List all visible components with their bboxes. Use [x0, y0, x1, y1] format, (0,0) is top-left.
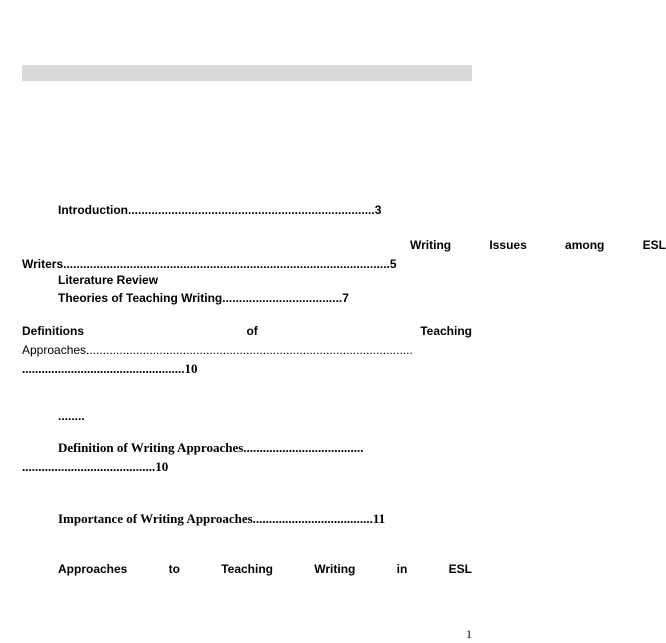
word: ESL	[642, 238, 666, 252]
toc-entry-writing-issues-cont: Writers..................................................................................................5	[22, 257, 397, 271]
word: of	[246, 324, 258, 338]
word: Issues	[489, 238, 527, 252]
toc-entry-literature-review: Literature Review	[58, 273, 159, 287]
word: Writing	[314, 562, 356, 576]
toc-entry-theories: Theories of Teaching Writing....................................7	[58, 291, 349, 305]
toc-entry-definitions	[22, 324, 472, 338]
word: Writing	[410, 238, 452, 252]
toc-dots: ........	[58, 409, 85, 423]
word: Teaching	[221, 562, 274, 576]
toc-entry-definition-writing: Definition of Writing Approaches.....................................	[58, 440, 364, 455]
word: ESL	[448, 562, 472, 576]
toc-entry-definitions-cont2: ..................................................10	[22, 361, 198, 376]
toc-entry-introduction: Introduction..........................................................................3	[58, 203, 382, 217]
page-number: 1	[466, 627, 472, 641]
word: Approaches	[58, 562, 128, 576]
toc-entry-definition-writing-cont: .........................................10	[22, 459, 169, 474]
word: Teaching	[420, 324, 472, 338]
word: to	[168, 562, 180, 576]
word: Definitions	[22, 324, 84, 338]
toc-entry-definitions-cont: Approaches..................................................................................................	[22, 343, 413, 357]
header-shading-bar	[22, 65, 472, 81]
toc-entry-writing-issues	[216, 238, 666, 252]
word: among	[565, 238, 605, 252]
toc-entry-approaches	[58, 562, 472, 576]
toc-entry-importance: Importance of Writing Approaches.....................................11	[58, 511, 386, 526]
word: in	[396, 562, 408, 576]
